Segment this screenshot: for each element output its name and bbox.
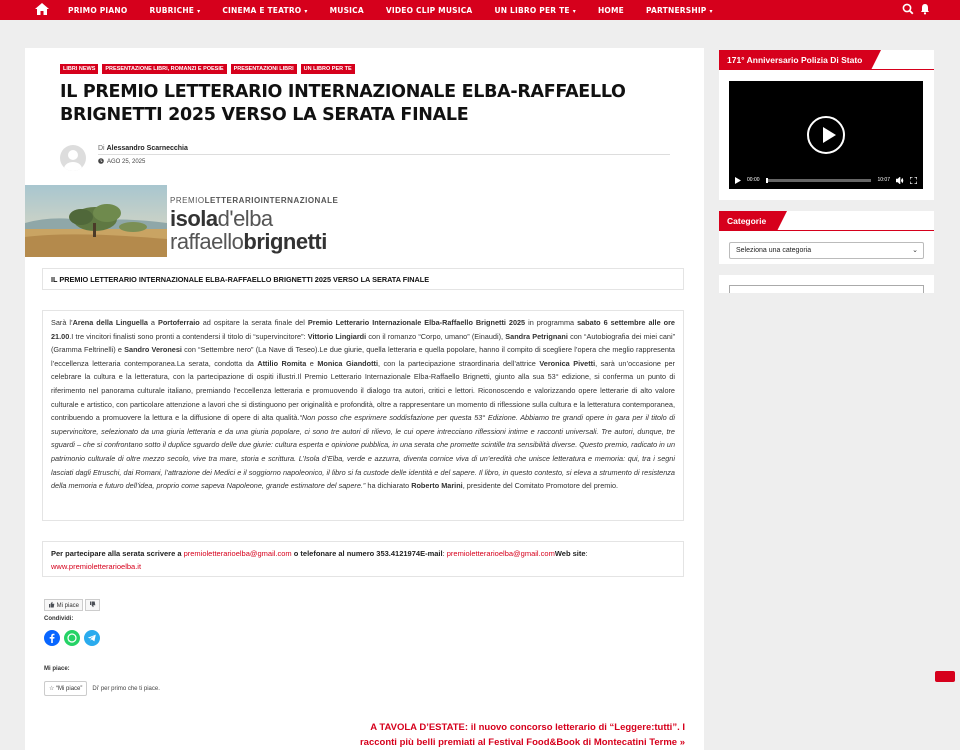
banner-line-3: raffaellobrignetti [170,229,327,254]
nav-item-label: PRIMO PIANO [68,5,128,15]
article-card [25,48,704,750]
thumbs-down-icon [89,601,96,608]
article-body [42,310,684,521]
video-progress[interactable] [766,179,872,182]
bell-icon[interactable] [918,2,932,16]
play-icon[interactable] [807,116,845,154]
category-tags [60,64,355,74]
video-player[interactable] [729,81,923,189]
category-select-value: Seleziona una categoria [736,247,812,254]
like-label: Mi piace [56,603,80,609]
category-tag[interactable]: UN LIBRO PER TE [301,64,355,74]
video-current-time: 00:00 [747,177,760,183]
category-select[interactable] [729,242,924,259]
email-link[interactable]: premioletterarioelba@gmail.com [183,549,292,558]
facebook-icon[interactable] [44,630,60,646]
widget-box [729,285,924,293]
body-paragraph: Sarà l’Arena della Linguella a Portoferraio ad ospitare la serata finale del Premio Letterario Internazionale Elba-Raffaello Brignetti 2025 in programma sabato 6 settembre alle ore 21.00.I tre vincitori finalisti sono pronti a contendersi il titolo di “supervincitore”: Vittorio Lingiardi con il romanzo “Corpo, umano” (Einaudi), Sandra Petrignani con “Autobiografia dei miei cani” (Gramma Feltrinelli) e Sandro Veronesi con “Settembre nero” (La Nave di Teseo).Le due giurie, quella letteraria e quella popolare, hanno il compito di scegliere l’opera che meglio rappresenta l’eccellenza letteraria contemporanea.La serata, condotta da Attilio Romita e Monica Giandotti, con la partecipazione straordinaria dell’attrice Veronica Pivetti, sarà un’occasione per celebrare la cultura e la letteratura, con la partecipazione di ospiti illustri.Il Premio Letterario Internazionale Elba-Raffaello Brignetti, giunto alla sua 53° edizione, si conferma un punto di riferimento nel panorama culturale italiano, premiando l’eccellenza letteraria e promuovendo il dialogo tra autori, critici e lettori. Riconoscendo e valorizzando opere letterarie di alto valore culturale e artistico, con particolare attenzione a lavori che si distinguono per originalità e profondità, oltre a rappresentare un momento di riflessione sulla cultura e la letteratura contemporanea, contribuendo a promuovere la lettura e la diffusione di opere di alta qualità.“Non posso che esprimere soddisfazione per questa 53° Edizione. Abbiamo tre grandi opere in gara per il titolo di supervincitore, selezionato da una giuria letteraria e da una giuria popolare, ci sono tre autori di rilievo, le cui opere intrecciano riflessioni intime e racconti universali. Tre autori, dunque, tre sguardi – che si confrontano sotto il duplice sguardo delle due giurie: cultura esperta e opinione pubblica, in una serata che promette scintille tra sensibilità diverse. Questo premio, radicato in un patrimonio culturale di oltre mezzo secolo, vive tra mare, storia e scrittura. L’Isola d’Elba, verde e azzurra, diventa cornice viva di un’eredità che unisce letteratura e memoria: qui, tra i segni lasciati dagli Etruschi, dai Romani, l’attrazione dei Medici e il soggiorno napoleonico, il libro si fa custode delle identità e del sapere. Il libro, in questo contesto, si eleva a strumento di resistenza della memoria e futuro dell’idea, proprio come sapeva Napoleone, grande estimatore del sapere.” ha dichiarato Roberto Marini, presidente del Comitato Promotore del premio. [51,318,676,491]
by-prefix: Di [98,145,105,152]
like-post-button[interactable]: ☆ “Mi piace” [44,681,87,696]
landscape-painting [25,185,167,257]
nav-item-label: UN LIBRO PER TE [494,5,570,15]
caret-down-icon: ▾ [709,7,713,15]
nav-item-un-libro-per-te[interactable] [494,6,576,15]
nav-item-partnership[interactable] [646,6,713,15]
telegram-icon[interactable] [84,630,100,646]
banner-line-2: isolad'elba [170,206,273,231]
nav-item-label: HOME [597,5,624,15]
nav-item-label: VIDEO CLIP MUSICA [385,5,473,15]
share-label: Condividi: [44,616,74,622]
nav-item-label: PARTNERSHIP [646,5,707,15]
nav-item-video-clip-musica[interactable] [386,6,473,15]
banner-line-1: PREMIOLETTERARIOINTERNAZIONALE [170,196,339,205]
likes-heading: Mi piace: [44,666,70,672]
nav-item-musica[interactable] [330,6,364,15]
sidebar-widget-partial [719,275,934,293]
share-buttons [44,630,100,646]
like-first-text: Di’ per primo che ti piace. [92,685,160,692]
next-post-link[interactable]: A TAVOLA D’ESTATE: il nuovo concorso letterario di “Leggere:tutti”. I racconti più belli premiati al Festival Food&Book di Montecatini Terme » [359,722,685,748]
author-name[interactable]: Alessandro Scarnecchia [106,145,188,152]
email-link-2[interactable]: premioletterarioelba@gmail.com [446,549,555,558]
play-small-icon[interactable] [735,177,741,184]
contact-paragraph: Per partecipare alla serata scrivere a premioletterarioelba@gmail.com o telefonare al numero 353.4121974E-mail: premioletterarioelba@gmail.comWeb site: www.premioletterarioelba.it [51,549,588,571]
fullscreen-icon[interactable] [910,177,917,184]
clock-icon [98,158,104,164]
caret-down-icon: ▾ [572,7,576,15]
nav-item-label: CINEMA E TEATRO [222,5,302,15]
caret-down-icon: ▾ [197,7,201,15]
like-button[interactable] [44,599,83,611]
divider [98,154,670,155]
nav-item-rubriche[interactable] [149,6,200,15]
sidebar-categories-widget [719,211,934,264]
article-title[interactable]: IL PREMIO LETTERARIO INTERNAZIONALE ELBA-RAFFAELLO BRIGNETTI 2025 VERSO LA SERATA FINALE [60,82,626,125]
category-tag[interactable]: PRESENTAZIONE LIBRI, ROMANZI E POESIE [102,64,226,74]
dislike-button[interactable] [85,599,100,611]
category-tag[interactable]: PRESENTAZIONI LIBRI [231,64,297,74]
whatsapp-icon[interactable] [64,630,80,646]
top-navbar [0,0,960,20]
chevron-down-icon: ⌄ [912,247,918,254]
widget-title: 171° Anniversario Polizia Di Stato [719,50,871,70]
subtitle-box [42,268,684,290]
user-icon [60,145,86,171]
post-date-text: AGO 25, 2025 [107,159,146,165]
category-tag[interactable]: LIBRI NEWS [60,64,98,74]
sidebar-video-widget [719,50,934,200]
nav-item-label: MUSICA [329,5,364,15]
scroll-to-top-button[interactable] [935,671,955,682]
widget-underline [719,230,934,231]
main-menu [68,0,735,20]
premio-banner [25,185,339,258]
nav-item-cinema-e-teatro[interactable] [222,6,307,15]
video-controls [729,171,923,189]
nav-item-primo-piano[interactable] [68,6,127,15]
widget-title: Categorie [719,211,777,231]
likes-row [44,681,160,696]
nav-item-home[interactable] [598,6,624,15]
post-date [98,158,145,165]
thumbs-up-icon [48,601,55,608]
contact-box [42,541,684,577]
author-avatar[interactable] [60,145,86,171]
website-link[interactable]: www.premioletterarioelba.it [51,562,142,571]
video-total-time: 10:07 [877,177,890,183]
facebook-like [44,599,100,611]
volume-icon[interactable] [896,177,904,184]
like-post-label: “Mi piace” [56,686,83,692]
home-icon[interactable] [34,2,50,16]
caret-down-icon: ▾ [304,7,308,15]
author-byline [98,145,188,152]
search-icon[interactable] [901,2,915,16]
nav-item-label: RUBRICHE [149,5,195,15]
double-chevron-right-icon: » [679,737,685,748]
widget-underline [719,69,934,70]
article-subtitle: IL PREMIO LETTERARIO INTERNAZIONALE ELBA-RAFFAELLO BRIGNETTI 2025 VERSO LA SERATA FINALE [51,275,430,284]
